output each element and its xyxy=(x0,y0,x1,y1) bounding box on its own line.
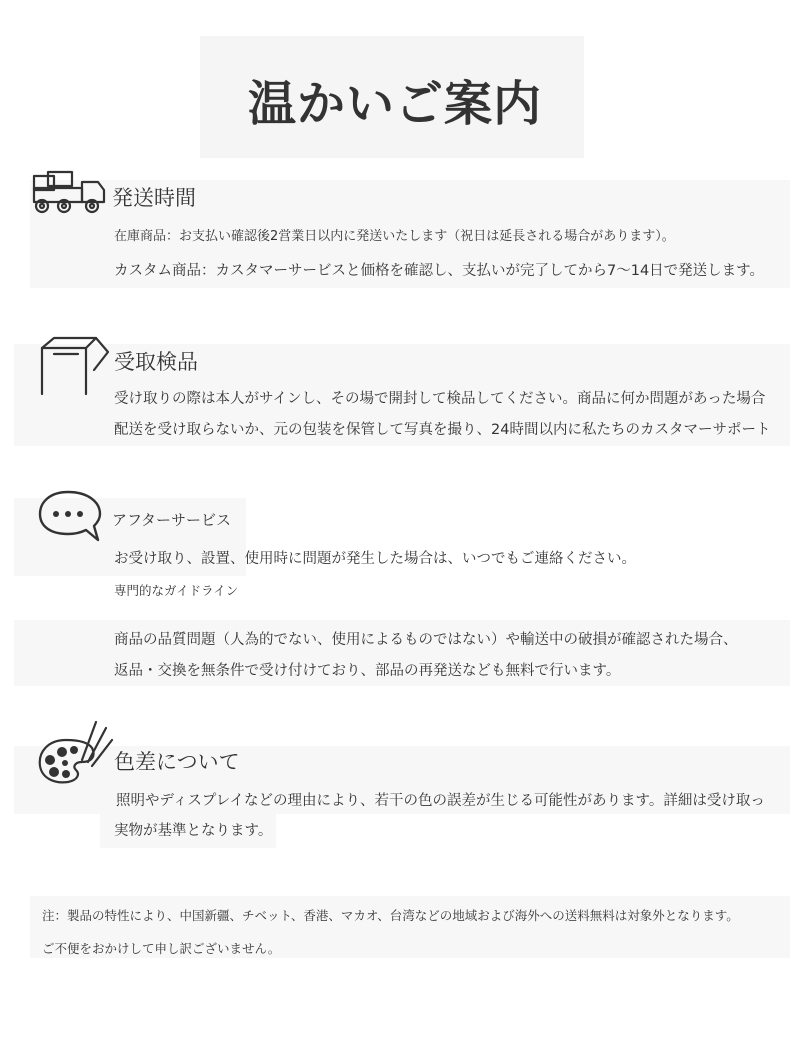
receiving-heading: 受取検品 xyxy=(114,350,198,374)
note-line-1: 注：製品の特性により、中国新疆、チベット、香港、マカオ、台湾などの地域および海外への送料無料は対象外となります。 xyxy=(42,908,739,923)
aftersales-line-3: 返品・交換を無条件で受け付けており、部品の再発送なども無料で行います。 xyxy=(114,663,621,679)
shipping-line-1: 在庫商品：お支払い確認後2営業日以内に発送いたします（祝日は延長される場合があります）。 xyxy=(114,229,675,244)
aftersales-subheading: 専門的なガイドライン xyxy=(114,583,239,598)
receiving-line-2: 配送を受け取らないか、元の包装を保管して写真を撮り、24時間以内に私たちのカスタマーサポート xyxy=(114,422,771,438)
shipping-line-2: カスタム商品：カスタマーサービスと価格を確認し、支払いが完了してから7〜14日で発送します。 xyxy=(114,263,765,279)
aftersales-line-2: 商品の品質問題（人為的でない、使用によるものではない）や輸送中の破損が確認された場合、 xyxy=(114,632,738,648)
page-title: 温かいご案内 xyxy=(247,76,542,132)
palette-icon xyxy=(36,716,114,788)
chat-bubble-icon xyxy=(36,488,104,544)
color-line-2: 実物が基準となります。 xyxy=(114,823,273,839)
note-line-2: ご不便をおかけして申し訳ございません。 xyxy=(42,941,281,956)
color-line-1: 照明やディスプレイなどの理由により、若干の色の誤差が生じる可能性があります。詳細は受け取っ xyxy=(116,793,765,809)
box-icon xyxy=(38,334,110,396)
truck-icon xyxy=(30,170,108,216)
aftersales-heading: アフターサービス xyxy=(112,511,231,529)
color-heading: 色差について xyxy=(114,750,240,774)
receiving-line-1: 受け取りの際は本人がサインし、その場で開封して検品してください。商品に何か問題があった場合 xyxy=(114,391,766,407)
aftersales-line-1: お受け取り、設置、使用時に問題が発生した場合は、いつでもご連絡ください。 xyxy=(114,551,636,567)
shipping-heading: 発送時間 xyxy=(112,186,196,210)
